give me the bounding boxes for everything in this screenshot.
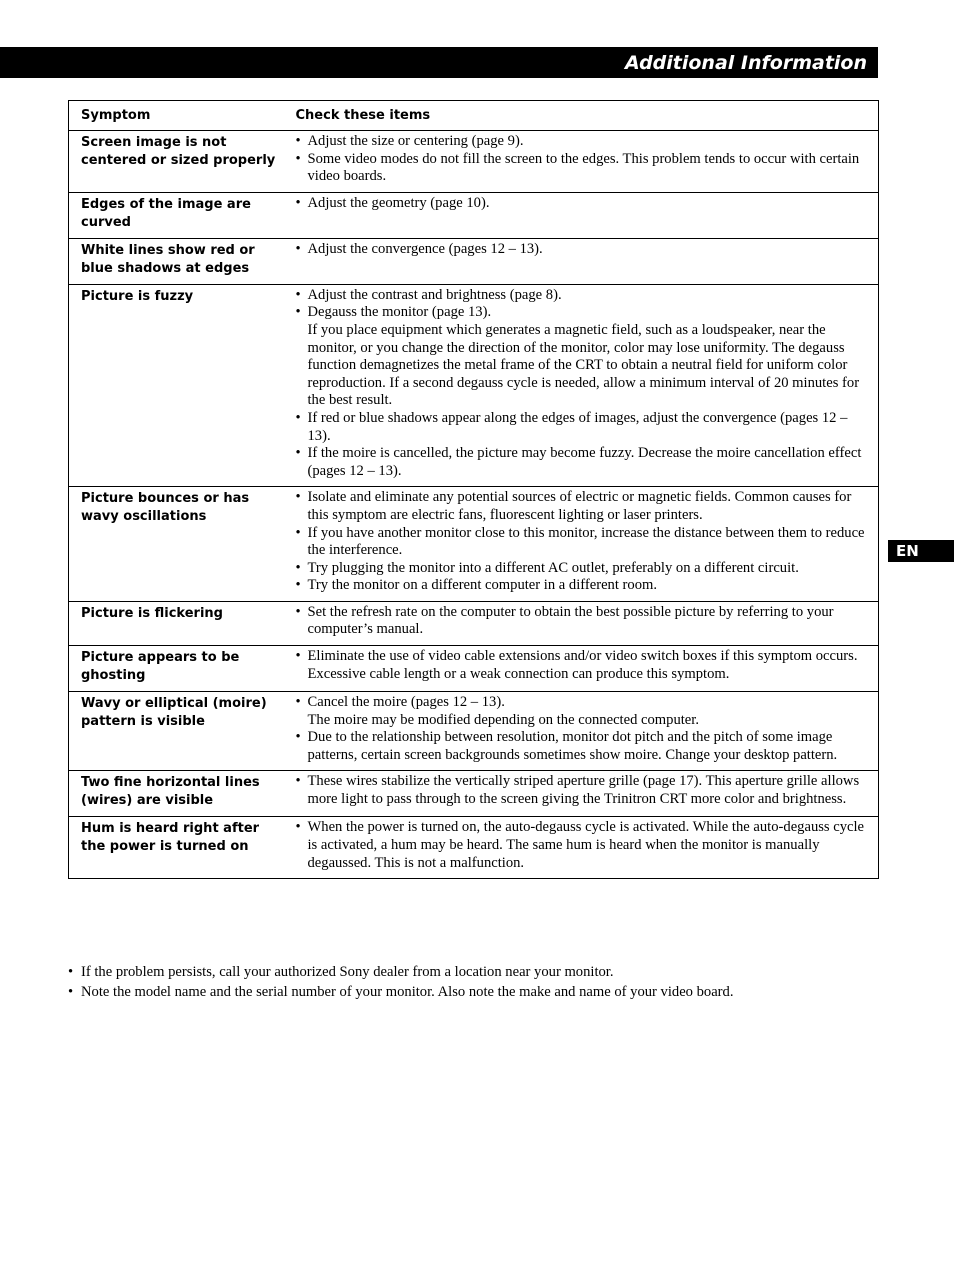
check-item: [296, 560, 869, 578]
table-row: [69, 817, 879, 879]
bullet-mark: •: [295, 286, 301, 303]
check-item: [296, 525, 869, 560]
check-items-list: [296, 819, 869, 872]
check-item: [296, 694, 869, 729]
symptom-cell: Screen image is not centered or sized properly: [69, 131, 282, 193]
check-item-text: Adjust the geometry (page 10).: [307, 194, 490, 211]
check-item: [296, 648, 869, 683]
check-item-text: Adjust the size or centering (page 9).: [307, 133, 524, 149]
symptom-cell: Picture is fuzzy: [69, 284, 282, 487]
bullet-mark: •: [295, 694, 301, 711]
table-row: [69, 131, 879, 193]
check-items-cell: [282, 192, 879, 238]
table-row: [69, 192, 879, 238]
footnotes-list: [68, 963, 888, 1002]
check-items-list: [296, 287, 869, 481]
check-items-cell: [282, 771, 879, 817]
check-item: [296, 133, 869, 151]
check-items-cell: [282, 601, 879, 645]
check-items-list: [296, 241, 869, 259]
table-row: [69, 238, 879, 284]
bullet-mark: •: [295, 729, 301, 746]
table-row: [69, 692, 879, 771]
check-item: [296, 287, 869, 305]
footnote-text: If the problem persists, call your authorized Sony dealer from a location near your monitor.: [81, 964, 614, 980]
check-item: [296, 819, 869, 872]
section-title: Additional Information: [624, 52, 867, 74]
bullet-mark: •: [295, 524, 301, 541]
table-row: [69, 487, 879, 602]
bullet-mark: •: [295, 304, 301, 321]
check-item: [296, 773, 869, 808]
bullet-mark: •: [295, 819, 301, 836]
column-header-symptom: Symptom: [69, 101, 282, 131]
table-row: [69, 601, 879, 645]
check-item-text: Adjust the contrast and brightness (page 8).: [307, 286, 562, 303]
check-item-text: Due to the relationship between resolution, monitor dot pitch and the pitch of some image patterns, certain screen backgrounds sometimes show moire. Change your desktop pattern.: [307, 729, 838, 763]
check-items-cell: [282, 238, 879, 284]
bullet-mark: •: [295, 445, 301, 462]
check-items-list: [296, 648, 869, 683]
symptom-cell: White lines show red or blue shadows at edges: [69, 238, 282, 284]
symptom-cell: Hum is heard right after the power is turned on: [69, 817, 282, 879]
bullet-mark: •: [295, 133, 301, 149]
check-item: [296, 241, 869, 259]
symptom-cell: Picture appears to be ghosting: [69, 646, 282, 692]
check-items-cell: [282, 487, 879, 602]
check-items-list: [296, 195, 869, 213]
check-item: [296, 489, 869, 524]
check-item-text: If the moire is cancelled, the picture may become fuzzy. Decrease the moire cancellation effect (pages 12 – 13).: [307, 445, 862, 479]
footnote-item: • If the problem persists, call your authorized Sony dealer from a location near your monitor.: [68, 964, 614, 980]
troubleshooting-table: [68, 100, 879, 879]
check-item: [296, 604, 869, 639]
check-items-cell: [282, 284, 879, 487]
symptom-cell: Edges of the image are curved: [69, 192, 282, 238]
check-items-cell: [282, 817, 879, 879]
language-tab: EN: [888, 540, 954, 562]
check-items-cell: [282, 131, 879, 193]
check-items-list: [296, 694, 869, 764]
bullet-mark: •: [295, 150, 301, 167]
bullet-mark: •: [295, 489, 301, 506]
bullet-mark: •: [295, 773, 301, 790]
check-item-text: Isolate and eliminate any potential sources of electric or magnetic fields. Common causes for this symptom are electric fans, fluorescent lighting or laser printers.: [307, 489, 852, 523]
check-item: [296, 577, 869, 595]
symptom-cell: Wavy or elliptical (moire) pattern is visible: [69, 692, 282, 771]
symptom-cell: Picture is flickering: [69, 601, 282, 645]
table-row: [69, 284, 879, 487]
check-item-text: Some video modes do not fill the screen to the edges. This problem tends to occur with certain video boards.: [307, 150, 860, 185]
check-item: [296, 304, 869, 410]
bullet-mark: •: [295, 648, 301, 665]
check-items-cell: [282, 646, 879, 692]
check-items-list: [296, 604, 869, 639]
check-item: [296, 410, 869, 445]
check-item-text: Cancel the moire (pages 12 – 13).: [307, 694, 505, 711]
symptom-cell: Two fine horizontal lines (wires) are visible: [69, 771, 282, 817]
check-item-note: If you place equipment which generates a magnetic field, such as a loudspeaker, near the monitor, or you change the direction of the monitor, color may lose uniformity. The degauss function demagnetizes the metal frame of the CRT to obtain a neutral field for uniform color reproduction. If a second degauss cycle is needed, allow a minimum interval of 20 minutes for the best result.: [307, 321, 860, 409]
check-item: [296, 195, 869, 213]
column-header-check: Check these items: [282, 101, 879, 131]
table-header-row: [69, 101, 879, 131]
check-item-text: Degauss the monitor (page 13).: [307, 304, 492, 321]
check-items-list: [296, 773, 869, 808]
check-item: [296, 445, 869, 480]
symptom-cell: Picture bounces or has wavy oscillations: [69, 487, 282, 602]
bullet-mark: •: [295, 240, 301, 257]
check-item: [296, 729, 869, 764]
check-items-cell: [282, 692, 879, 771]
check-item-text: When the power is turned on, the auto-degauss cycle is activated. While the auto-degauss cycle is activated, a hum may be heard. The same hum is heard when the monitor is manually degaussed. This is not a malfunction.: [307, 819, 865, 871]
check-item-text: Adjust the convergence (pages 12 – 13).: [307, 240, 543, 257]
check-item-text: If red or blue shadows appear along the edges of images, adjust the convergence (pages 12 – 13).: [307, 409, 848, 444]
section-header-bar: [0, 47, 878, 78]
check-items-list: [296, 133, 869, 186]
check-item-text: If you have another monitor close to this monitor, increase the distance between them to reduce the interference.: [307, 524, 865, 559]
footnote-text: Note the model name and the serial number of your monitor. Also note the make and name of your video board.: [81, 983, 734, 1000]
check-item-text: Try the monitor on a different computer in a different room.: [307, 577, 657, 594]
bullet-mark: •: [295, 577, 301, 594]
check-item-text: Try plugging the monitor into a different AC outlet, preferably on a different circuit.: [307, 559, 799, 576]
bullet-mark: •: [295, 559, 301, 576]
check-item-note: The moire may be modified depending on the connected computer.: [307, 711, 699, 728]
check-items-list: [296, 489, 869, 595]
bullet-mark: •: [295, 409, 301, 426]
check-item-text: These wires stabilize the vertically striped aperture grille (page 17). This aperture grille allows more light to pass through to the screen giving the Trinitron CRT more color and brightness.: [307, 773, 860, 808]
check-item: [296, 151, 869, 186]
bullet-mark: •: [295, 603, 301, 620]
bullet-mark: •: [295, 194, 301, 211]
check-item-text: Eliminate the use of video cable extensions and/or video switch boxes if this symptom occurs. Excessive cable length or a weak connection can produce this symptom.: [307, 648, 858, 682]
footnote-item: • Note the model name and the serial number of your monitor. Also note the make and name of your video board.: [68, 983, 734, 1000]
table-row: [69, 771, 879, 817]
table-row: [69, 646, 879, 692]
check-item-text: Set the refresh rate on the computer to obtain the best possible picture by referring to your computer’s manual.: [307, 603, 834, 638]
